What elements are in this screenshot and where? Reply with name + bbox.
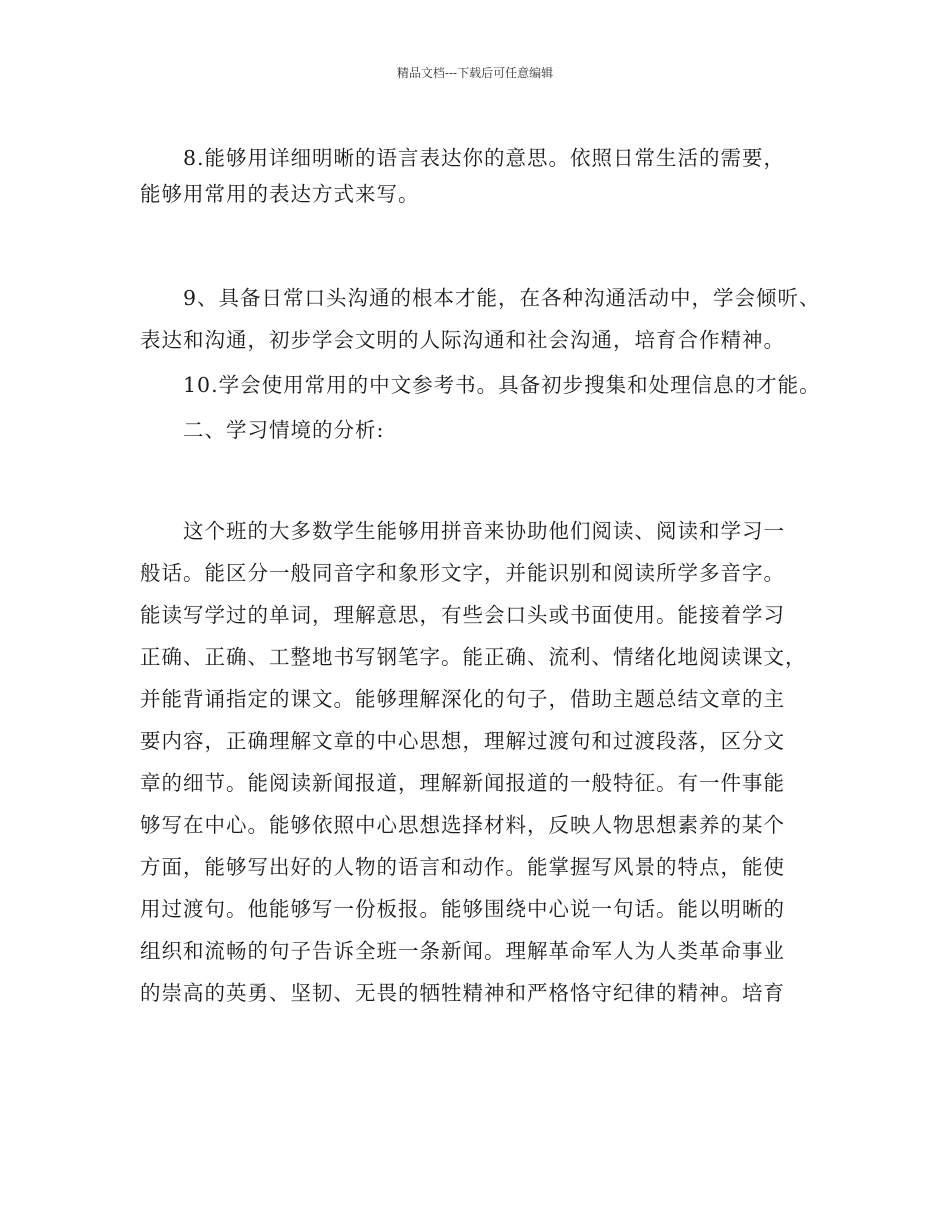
item-9-line-1: 9、具备日常口头沟通的根本才能，在各种沟通活动中，学会倾听、 xyxy=(183,286,821,310)
item-9-paragraph xyxy=(140,280,830,358)
analysis-line: 方面，能够写出好的人物的语言和动作。能掌握写风景的特点，能使 xyxy=(140,855,785,879)
document-body xyxy=(140,140,830,1014)
analysis-paragraph xyxy=(140,510,830,1014)
analysis-line: 正确、正确、工整地书写钢笔字。能正确、流利、情绪化地阅读课文， xyxy=(140,645,807,669)
analysis-line: 能读写学过的单词，理解意思，有些会口头或书面使用。能接着学习 xyxy=(140,603,785,627)
item-8-line-2: 能够用常用的表达方式来写。 xyxy=(140,182,420,206)
page-header: 精品文档---下载后可任意编辑 xyxy=(396,66,554,80)
item-10-paragraph: 10.学会使用常用的中文参考书。具备初步搜集和处理信息的才能。 xyxy=(183,373,821,397)
analysis-line: 这个班的大多数学生能够用拼音来协助他们阅读、阅读和学习一 xyxy=(183,519,785,543)
analysis-line: 的崇高的英勇、坚韧、无畏的牺牲精神和严格恪守纪律的精神。培育 xyxy=(140,981,785,1005)
analysis-line: 般话。能区分一般同音字和象形文字，并能识别和阅读所学多音字。 xyxy=(140,561,785,585)
item-8-line-1: 8.能够用详细明晰的语言表达你的意思。依照日常生活的需要， xyxy=(183,146,786,170)
section-heading-2: 二、学习情境的分析: xyxy=(183,418,385,442)
analysis-line: 够写在中心。能够依照中心思想选择材料，反映人物思想素养的某个 xyxy=(140,813,785,837)
analysis-line: 并能背诵指定的课文。能够理解深化的句子，借助主题总结文章的主 xyxy=(140,687,785,711)
item-8-paragraph xyxy=(140,140,830,212)
item-9-line-2: 表达和沟通，初步学会文明的人际沟通和社会沟通，培育合作精神。 xyxy=(140,328,785,352)
analysis-line: 组织和流畅的句子告诉全班一条新闻。理解革命军人为人类革命事业 xyxy=(140,939,785,963)
analysis-line: 要内容，正确理解文章的中心思想，理解过渡句和过渡段落，区分文 xyxy=(140,729,785,753)
analysis-line: 章的细节。能阅读新闻报道，理解新闻报道的一般特征。有一件事能 xyxy=(140,771,785,795)
analysis-line: 用过渡句。他能够写一份板报。能够围绕中心说一句话。能以明晰的 xyxy=(140,897,785,921)
